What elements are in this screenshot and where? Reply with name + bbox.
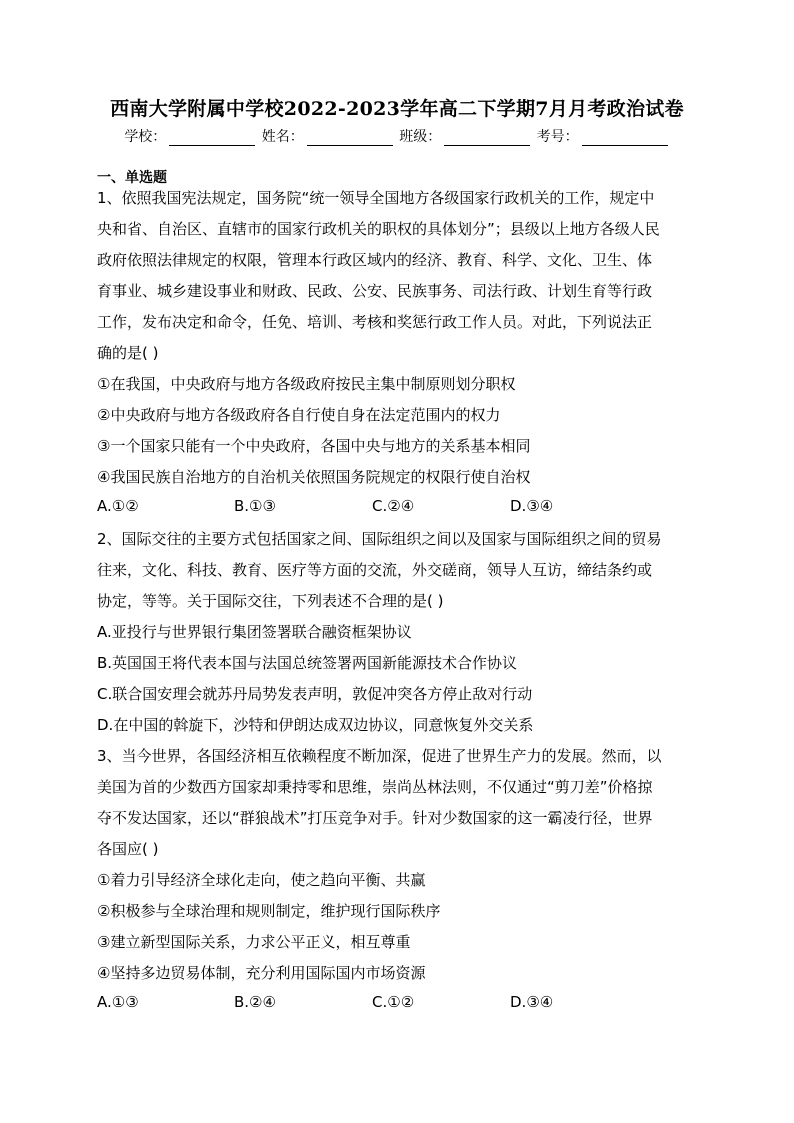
section-title: 一、单选题 bbox=[97, 170, 167, 186]
q2-choice-d: D.在中国的斡旋下，沙特和伊朗达成双边协议，同意恢复外交关系 bbox=[97, 716, 534, 734]
class-label: 班级： bbox=[399, 129, 442, 145]
q3-statement: ②积极参与全球治理和规则制定，维护现行国际秩序 bbox=[97, 902, 441, 920]
q1-option-d: D.③④ bbox=[510, 497, 554, 515]
name-blank bbox=[307, 131, 393, 146]
q1-statement: ②中央政府与地方各级政府各自行使自身在法定范围内的权力 bbox=[97, 406, 501, 424]
q3-statement: ③建立新型国际关系，力求公平正义，相互尊重 bbox=[97, 933, 411, 951]
q1-statement: ①在我国，中央政府与地方各级政府按民主集中制原则划分职权 bbox=[97, 375, 516, 393]
exam-title: 西南大学附属中学校2022-2023学年高二下学期7月月考政治试卷 bbox=[110, 98, 684, 120]
q1-statement: ④我国民族自治地方的自治机关依照国务院规定的权限行使自治权 bbox=[97, 468, 531, 486]
student-info-row bbox=[0, 126, 794, 146]
q1-option-c: C.②④ bbox=[372, 497, 415, 515]
q3-statement: ①着力引导经济全球化走向，使之趋向平衡、共赢 bbox=[97, 871, 426, 889]
q1-line: 工作，发布决定和命令，任免、培训、考核和奖惩行政工作人员。对此，下列说法正 bbox=[97, 313, 653, 331]
q1-option-a: A.①② bbox=[97, 497, 139, 515]
q3-option-d: D.③④ bbox=[510, 993, 554, 1011]
q3-option-b: B.②④ bbox=[234, 993, 276, 1011]
class-blank bbox=[444, 131, 530, 146]
school-label: 学校： bbox=[124, 129, 167, 145]
q3-option-a: A.①③ bbox=[97, 993, 139, 1011]
q3-line: 美国为首的少数西方国家却秉持零和思维，崇尚丛林法则，不仅通过“剪刀差”价格掠 bbox=[97, 778, 653, 796]
q2-line: 协定，等等。关于国际交往，下列表述不合理的是( ) bbox=[97, 592, 444, 610]
q2-choice-a: A.亚投行与世界银行集团签署联合融资框架协议 bbox=[97, 623, 412, 641]
q3-statement: ④坚持多边贸易体制，充分利用国际国内市场资源 bbox=[97, 964, 426, 982]
school-blank bbox=[169, 131, 255, 146]
q1-line: 确的是( ) bbox=[97, 344, 159, 362]
q3-line: 夺不发达国家，还以“群狼战术”打压竞争对手。针对少数国家的这一霸凌行径，世界 bbox=[97, 809, 653, 827]
q2-choice-c: C.联合国安理会就苏丹局势发表声明，敦促冲突各方停止敌对行动 bbox=[97, 685, 533, 703]
q1-option-b: B.①③ bbox=[234, 497, 276, 515]
q3-line: 各国应( ) bbox=[97, 840, 159, 858]
q3-line: 3、当今世界，各国经济相互依赖程度不断加深，促进了世界生产力的发展。然而，以 bbox=[97, 747, 662, 765]
number-blank bbox=[582, 131, 668, 146]
q1-line: 央和省、自治区、直辖市的国家行政机关的职权的具体划分”；县级以上地方各级人民 bbox=[97, 220, 660, 238]
number-label: 考号： bbox=[536, 129, 579, 145]
name-label: 姓名： bbox=[261, 129, 304, 145]
q1-statement: ③一个国家只能有一个中央政府，各国中央与地方的关系基本相同 bbox=[97, 437, 531, 455]
q1-line: 1、依照我国宪法规定，国务院“统一领导全国地方各级国家行政机关的工作，规定中 bbox=[97, 189, 655, 207]
q1-line: 育事业、城乡建设事业和财政、民政、公安、民族事务、司法行政、计划生育等行政 bbox=[97, 282, 653, 300]
q3-option-c: C.①② bbox=[372, 993, 415, 1011]
q2-line: 2、国际交往的主要方式包括国家之间、国际组织之间以及国家与国际组织之间的贸易 bbox=[97, 530, 662, 548]
q2-line: 往来，文化、科技、教育、医疗等方面的交流，外交磋商，领导人互访，缔结条约或 bbox=[97, 561, 653, 579]
q2-choice-b: B.英国国王将代表本国与法国总统签署两国新能源技术合作协议 bbox=[97, 654, 518, 672]
q1-line: 政府依照法律规定的权限，管理本行政区域内的经济、教育、科学、文化、卫生、体 bbox=[97, 251, 653, 269]
